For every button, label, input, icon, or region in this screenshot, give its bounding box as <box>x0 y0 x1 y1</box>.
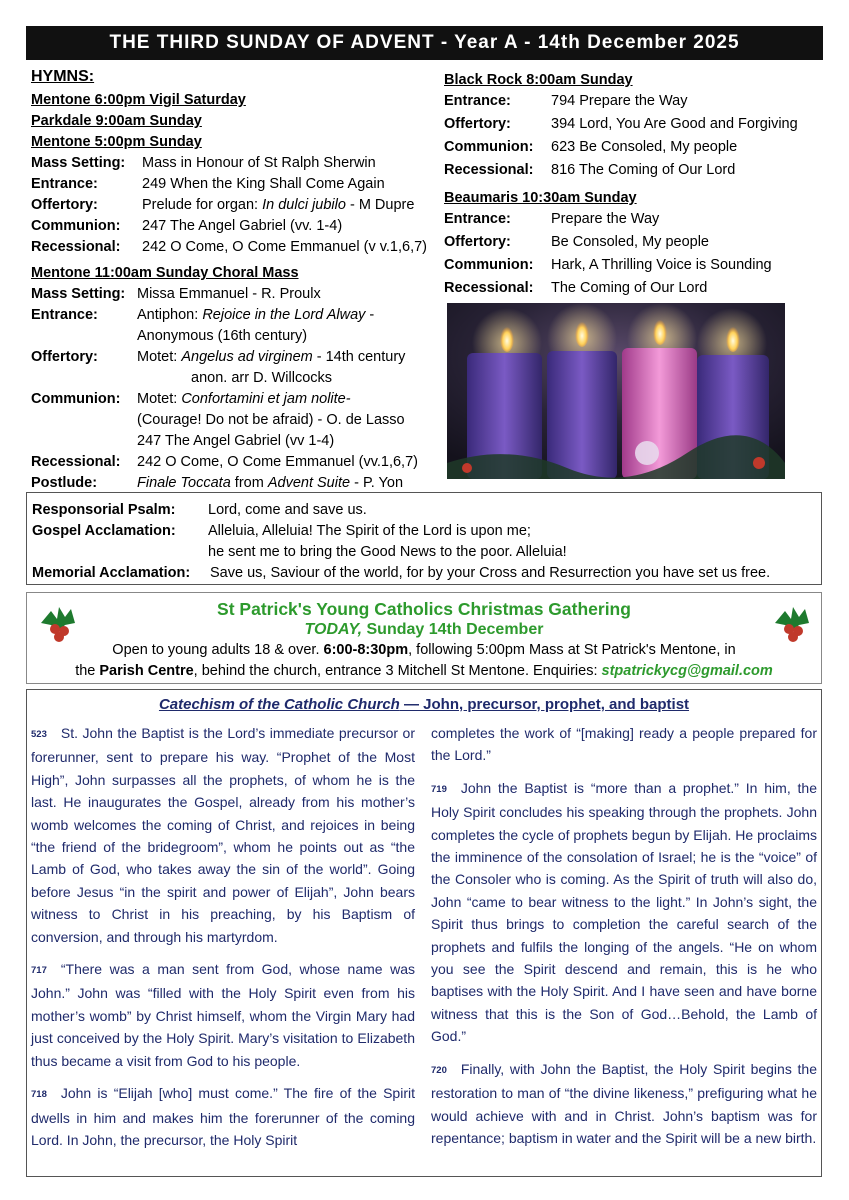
hymn-value: 394 Lord, You Are Good and Forgiving <box>551 116 798 132</box>
hymn-label: Entrance: <box>444 93 511 109</box>
hymn-value: Missa Emmanuel - R. Proulx <box>137 286 321 302</box>
hymn-label: Communion: <box>444 257 534 273</box>
beaumaris-heading: Beaumaris 10:30am Sunday <box>444 190 637 206</box>
hymns-heading: HYMNS: <box>31 68 95 85</box>
hymn-value: Motet: Angelus ad virginem - 14th century <box>137 349 406 365</box>
hymn-value: The Coming of Our Lord <box>551 280 708 296</box>
catechism-paragraph: 719 John the Baptist is “more than a prophet.” In him, the Holy Spirit concludes his speaking through the prophets. John completes the cycle of prophets begun by Elijah. He proclaims the imminence of the consolation of Israel; he is the “voice” of the Consoler who is coming. As the Spirit of truth will also do, John “came to bear witness to the light.” In John’s sight, the Spirit thus brings to completion the careful search of the prophets and fulfils the longing of the angels. “He on whom you see the Spirit descend and remain, this is he who baptises with the Holy Spirit. And I have seen and have borne witness that this is the Son of God…Behold, the Lamb of God.” <box>431 779 817 1045</box>
email-link[interactable]: stpatrickycg@gmail.com <box>601 663 773 679</box>
hymn-label: Offertory: <box>31 349 98 365</box>
gospel-value-continued: he sent me to bring the Good News to the poor. Alleluia! <box>208 544 567 560</box>
hymn-value: 623 Be Consoled, My people <box>551 139 738 155</box>
hymn-value: Be Consoled, My people <box>551 234 709 250</box>
hymn-value: Prelude for organ: In dulci jubilo - M Dupre <box>142 197 415 213</box>
hymn-row <box>31 347 441 368</box>
hymn-row <box>444 277 829 300</box>
hymn-value-continued: (Courage! Do not be afraid) - O. de Lasso <box>137 412 405 428</box>
hymn-row <box>444 90 829 113</box>
choral-mass-heading: Mentone 11:00am Sunday Choral Mass <box>31 265 299 281</box>
hymn-label: Recessional: <box>444 162 534 178</box>
hymn-label: Recessional: <box>31 239 121 255</box>
advent-candles-image <box>447 303 785 479</box>
hymn-value: 242 O Come, O Come Emmanuel (vv.1,6,7) <box>137 454 418 470</box>
hymn-row <box>444 231 829 254</box>
gathering-date: TODAY, Sunday 14th December <box>304 621 544 638</box>
hymn-value: 242 O Come, O Come Emmanuel (v v.1,6,7) <box>142 239 428 255</box>
catechism-box <box>26 689 822 1177</box>
gathering-location: the Parish Centre, behind the church, entrance 3 Mitchell St Mentone. Enquiries: stpatrickycg@gmail.com <box>75 663 773 679</box>
blackrock-heading: Black Rock 8:00am Sunday <box>444 72 633 88</box>
hymn-row <box>444 254 829 277</box>
catechism-left-column <box>31 722 415 1161</box>
hymn-row <box>31 284 441 305</box>
hymn-row <box>31 473 441 494</box>
hymn-value: Prepare the Way <box>551 211 660 227</box>
hymn-row <box>31 452 441 473</box>
hymn-row <box>31 237 441 258</box>
mass-heading: Mentone 5:00pm Sunday <box>31 134 202 150</box>
hymn-value: Mass in Honour of St Ralph Sherwin <box>142 155 376 171</box>
hymn-row <box>31 153 441 174</box>
catechism-paragraph: 717 “There was a man sent from God, whose name was John.” John was “filled with the Holy Spirit even from his mother’s womb” by Christ himself, whom the Virgin Mary had just conceived by the Holy Spirit. Mary’s visitation to Elizabeth thus became a visit from God to his people. <box>31 961 415 1069</box>
gospel-row <box>32 521 531 542</box>
memorial-row <box>32 563 770 584</box>
catechism-paragraph: 720 Finally, with John the Baptist, the Holy Spirit begins the restoration to man of “the divine likeness,” prefiguring what he would achieve with and in Christ. John’s baptism was for repentance; baptism in water and the Spirit will be a new birth. <box>431 1060 817 1146</box>
gathering-details: Open to young adults 18 & over. 6:00-8:30pm, following 5:00pm Mass at St Patrick's Mentone, in <box>112 642 736 658</box>
hymn-row <box>444 159 829 182</box>
hymn-row <box>444 113 829 136</box>
psalm-value: Lord, come and save us. <box>208 502 367 518</box>
hymn-label: Offertory: <box>31 197 98 213</box>
hymn-label: Postlude: <box>31 475 98 491</box>
hymn-row <box>444 208 829 231</box>
gospel-value: Alleluia, Alleluia! The Spirit of the Lord is upon me; <box>208 523 531 539</box>
gathering-title: St Patrick's Young Catholics Christmas Gathering <box>217 599 631 619</box>
responses-box <box>26 492 822 585</box>
hymn-label: Offertory: <box>444 234 511 250</box>
memorial-value: Save us, Saviour of the world, for by your Cross and Resurrection you have set us free. <box>210 565 771 581</box>
hymn-label: Recessional: <box>31 454 121 470</box>
catechism-paragraph: 523 St. John the Baptist is the Lord’s immediate precursor or forerunner, sent to prepare his way. “Prophet of the Most High”, John surpasses all the prophets, of whom he is the last. He inaugurates the Gospel, already from his mother’s womb welcomes the coming of Christ, and rejoices in being “the friend of the bridegroom”, whom he points out as “the Lamb of God, who takes away the sin of the world”. Going before Jesus “in the spirit and power of Elijah”, John bears witness to Christ in his preaching, by his Baptism of conversion, and through his martyrdom. <box>31 725 415 945</box>
hymn-value-continued: Anonymous (16th century) <box>137 328 308 344</box>
hymn-label: Entrance: <box>31 176 98 192</box>
hymn-value: Motet: Confortamini et jam nolite- <box>137 391 351 407</box>
hymn-value: Finale Toccata from Advent Suite - P. Yon <box>137 475 404 491</box>
gathering-box <box>26 592 822 684</box>
hymn-row <box>31 305 441 326</box>
hymn-value: 794 Prepare the Way <box>551 93 688 109</box>
hymn-label: Entrance: <box>444 211 511 227</box>
catechism-title: Catechism of the Catholic Church — John, precursor, prophet, and baptist <box>158 696 690 713</box>
mass-heading: Parkdale 9:00am Sunday <box>31 113 202 129</box>
hymn-row <box>31 389 441 410</box>
hymn-row <box>31 174 441 195</box>
hymn-label: Communion: <box>31 391 121 407</box>
hymn-row <box>31 216 441 237</box>
hymn-value-continued: 247 The Angel Gabriel (vv 1-4) <box>137 433 335 449</box>
hymn-value: 816 The Coming of Our Lord <box>551 162 736 178</box>
hymn-label: Entrance: <box>31 307 98 323</box>
catechism-right-column <box>431 722 817 1159</box>
hymn-value-continued: anon. arr D. Willcocks <box>191 370 333 386</box>
memorial-label: Memorial Acclamation: <box>32 565 191 581</box>
hymns-right-column <box>444 70 829 300</box>
mass-heading: Mentone 6:00pm Vigil Saturday <box>31 92 246 108</box>
hymn-label: Communion: <box>31 218 121 234</box>
hymn-row <box>444 136 829 159</box>
hymn-row <box>31 195 441 216</box>
page-title: THE THIRD SUNDAY OF ADVENT - Year A - 14th December 2025 <box>26 26 823 60</box>
hymn-label: Communion: <box>444 139 534 155</box>
hymn-value: Hark, A Thrilling Voice is Sounding <box>551 257 772 273</box>
hymn-value: 247 The Angel Gabriel (vv. 1-4) <box>142 218 343 234</box>
hymn-label: Mass Setting: <box>31 286 126 302</box>
catechism-paragraph: 718 John is “Elijah [who] must come.” The fire of the Spirit dwells in him and makes him the forerunner of the coming Lord. In John, the precursor, the Holy Spirit <box>31 1085 415 1148</box>
gospel-label: Gospel Acclamation: <box>32 523 176 539</box>
catechism-paragraph: completes the work of “[making] ready a people prepared for the Lord.” <box>431 725 817 764</box>
hymn-label: Recessional: <box>444 280 534 296</box>
hymn-value: 249 When the King Shall Come Again <box>142 176 385 192</box>
hymn-value: Antiphon: Rejoice in the Lord Alway - <box>137 307 375 323</box>
hymns-left-column <box>31 68 441 494</box>
psalm-row <box>32 500 367 521</box>
psalm-label: Responsorial Psalm: <box>32 502 176 518</box>
hymn-label: Offertory: <box>444 116 511 132</box>
hymn-label: Mass Setting: <box>31 155 126 171</box>
